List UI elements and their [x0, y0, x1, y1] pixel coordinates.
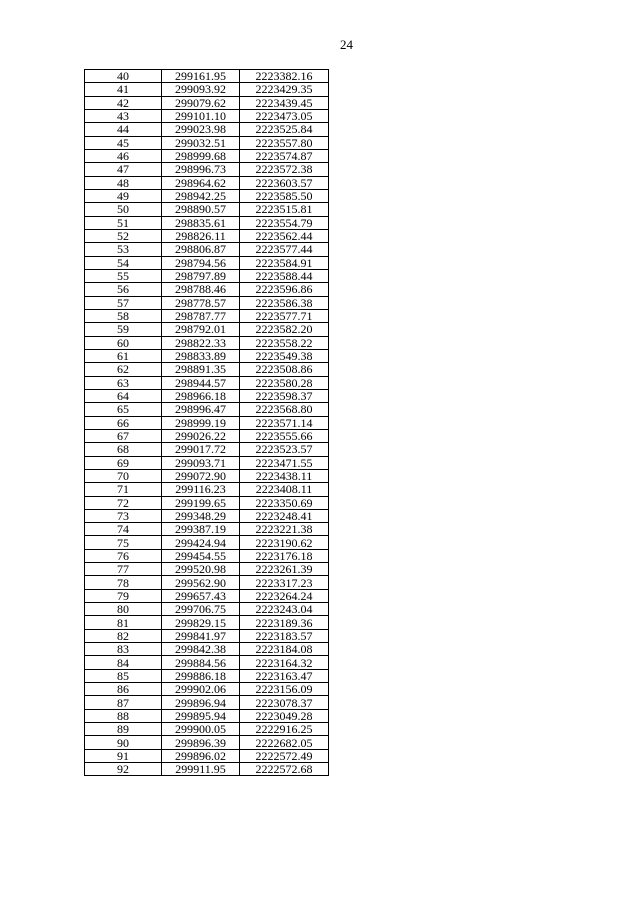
y-coordinate-cell: 2223523.57: [240, 443, 329, 456]
x-coordinate-cell: 299454.55: [162, 549, 240, 562]
table-row: [85, 643, 329, 656]
point-number-cell: 71: [85, 483, 162, 496]
point-number-cell: 74: [85, 523, 162, 536]
point-number-cell: 82: [85, 629, 162, 642]
table-row: [85, 216, 329, 229]
table-row: [85, 683, 329, 696]
y-coordinate-cell: 2223557.80: [240, 136, 329, 149]
x-coordinate-cell: 299093.71: [162, 456, 240, 469]
y-coordinate-cell: 2223189.36: [240, 616, 329, 629]
table-row: [85, 443, 329, 456]
y-coordinate-cell: 2223243.04: [240, 603, 329, 616]
x-coordinate-cell: 299199.65: [162, 496, 240, 509]
y-coordinate-cell: 2223439.45: [240, 96, 329, 109]
y-coordinate-cell: 2223156.09: [240, 683, 329, 696]
table-row: [85, 523, 329, 536]
y-coordinate-cell: 2223584.91: [240, 256, 329, 269]
y-coordinate-cell: 2223261.39: [240, 563, 329, 576]
y-coordinate-cell: 2223184.08: [240, 643, 329, 656]
point-number-cell: 72: [85, 496, 162, 509]
y-coordinate-cell: 2223408.11: [240, 483, 329, 496]
y-coordinate-cell: 2223183.57: [240, 629, 329, 642]
y-coordinate-cell: 2223585.50: [240, 189, 329, 202]
y-coordinate-cell: 2223558.22: [240, 336, 329, 349]
table-row: [85, 603, 329, 616]
point-number-cell: 89: [85, 723, 162, 736]
y-coordinate-cell: 2223582.20: [240, 323, 329, 336]
table-row: [85, 629, 329, 642]
table-row: [85, 283, 329, 296]
x-coordinate-cell: 298890.57: [162, 203, 240, 216]
y-coordinate-cell: 2223577.44: [240, 243, 329, 256]
point-number-cell: 85: [85, 669, 162, 682]
x-coordinate-cell: 299093.92: [162, 83, 240, 96]
point-number-cell: 55: [85, 269, 162, 282]
x-coordinate-cell: 298835.61: [162, 216, 240, 229]
coordinates-table: [84, 69, 329, 776]
y-coordinate-cell: 2223580.28: [240, 376, 329, 389]
y-coordinate-cell: 2223382.16: [240, 70, 329, 83]
x-coordinate-cell: 299348.29: [162, 509, 240, 522]
point-number-cell: 83: [85, 643, 162, 656]
table-row: [85, 403, 329, 416]
x-coordinate-cell: 298792.01: [162, 323, 240, 336]
y-coordinate-cell: 2223574.87: [240, 149, 329, 162]
table-row: [85, 656, 329, 669]
y-coordinate-cell: 2223562.44: [240, 229, 329, 242]
table-row: [85, 70, 329, 83]
table-row: [85, 563, 329, 576]
point-number-cell: 91: [85, 749, 162, 762]
x-coordinate-cell: 299657.43: [162, 589, 240, 602]
x-coordinate-cell: 299829.15: [162, 616, 240, 629]
point-number-cell: 40: [85, 70, 162, 83]
point-number-cell: 75: [85, 536, 162, 549]
x-coordinate-cell: 299072.90: [162, 469, 240, 482]
point-number-cell: 44: [85, 123, 162, 136]
point-number-cell: 57: [85, 296, 162, 309]
point-number-cell: 54: [85, 256, 162, 269]
x-coordinate-cell: 299023.98: [162, 123, 240, 136]
x-coordinate-cell: 298999.19: [162, 416, 240, 429]
x-coordinate-cell: 299101.10: [162, 109, 240, 122]
x-coordinate-cell: 299886.18: [162, 669, 240, 682]
y-coordinate-cell: 2223571.14: [240, 416, 329, 429]
point-number-cell: 73: [85, 509, 162, 522]
x-coordinate-cell: 299424.94: [162, 536, 240, 549]
table-row: [85, 256, 329, 269]
y-coordinate-cell: 2223350.69: [240, 496, 329, 509]
point-number-cell: 78: [85, 576, 162, 589]
point-number-cell: 50: [85, 203, 162, 216]
table-row: [85, 723, 329, 736]
x-coordinate-cell: 299026.22: [162, 429, 240, 442]
y-coordinate-cell: 2223473.05: [240, 109, 329, 122]
x-coordinate-cell: 299079.62: [162, 96, 240, 109]
x-coordinate-cell: 299116.23: [162, 483, 240, 496]
x-coordinate-cell: 298788.46: [162, 283, 240, 296]
x-coordinate-cell: 299841.97: [162, 629, 240, 642]
y-coordinate-cell: 2223554.79: [240, 216, 329, 229]
table-row: [85, 243, 329, 256]
table-row: [85, 589, 329, 602]
table-row: [85, 229, 329, 242]
table-row: [85, 376, 329, 389]
x-coordinate-cell: 299562.90: [162, 576, 240, 589]
point-number-cell: 67: [85, 429, 162, 442]
point-number-cell: 45: [85, 136, 162, 149]
point-number-cell: 64: [85, 389, 162, 402]
point-number-cell: 90: [85, 736, 162, 749]
table-row: [85, 96, 329, 109]
x-coordinate-cell: 299896.02: [162, 749, 240, 762]
point-number-cell: 77: [85, 563, 162, 576]
point-number-cell: 46: [85, 149, 162, 162]
table-row: [85, 309, 329, 322]
point-number-cell: 52: [85, 229, 162, 242]
x-coordinate-cell: 298806.87: [162, 243, 240, 256]
x-coordinate-cell: 299896.94: [162, 696, 240, 709]
y-coordinate-cell: 2223555.66: [240, 429, 329, 442]
table-row: [85, 576, 329, 589]
y-coordinate-cell: 2223568.80: [240, 403, 329, 416]
point-number-cell: 53: [85, 243, 162, 256]
y-coordinate-cell: 2222682.05: [240, 736, 329, 749]
table-row: [85, 389, 329, 402]
table-row: [85, 363, 329, 376]
x-coordinate-cell: 299896.39: [162, 736, 240, 749]
table-row: [85, 176, 329, 189]
y-coordinate-cell: 2223176.18: [240, 549, 329, 562]
y-coordinate-cell: 2223221.38: [240, 523, 329, 536]
table-row: [85, 336, 329, 349]
x-coordinate-cell: 298794.56: [162, 256, 240, 269]
x-coordinate-cell: 299900.05: [162, 723, 240, 736]
x-coordinate-cell: 298778.57: [162, 296, 240, 309]
x-coordinate-cell: 299706.75: [162, 603, 240, 616]
point-number-cell: 79: [85, 589, 162, 602]
x-coordinate-cell: 299895.94: [162, 709, 240, 722]
x-coordinate-cell: 299884.56: [162, 656, 240, 669]
point-number-cell: 70: [85, 469, 162, 482]
point-number-cell: 42: [85, 96, 162, 109]
y-coordinate-cell: 2223577.71: [240, 309, 329, 322]
table-row: [85, 696, 329, 709]
table-row: [85, 83, 329, 96]
x-coordinate-cell: 299902.06: [162, 683, 240, 696]
table-row: [85, 163, 329, 176]
x-coordinate-cell: 299911.95: [162, 763, 240, 776]
x-coordinate-cell: 298942.25: [162, 189, 240, 202]
point-number-cell: 68: [85, 443, 162, 456]
point-number-cell: 69: [85, 456, 162, 469]
y-coordinate-cell: 2223190.62: [240, 536, 329, 549]
y-coordinate-cell: 2223264.24: [240, 589, 329, 602]
y-coordinate-cell: 2223078.37: [240, 696, 329, 709]
y-coordinate-cell: 2223586.38: [240, 296, 329, 309]
point-number-cell: 61: [85, 349, 162, 362]
x-coordinate-cell: 298826.11: [162, 229, 240, 242]
y-coordinate-cell: 2223049.28: [240, 709, 329, 722]
point-number-cell: 66: [85, 416, 162, 429]
point-number-cell: 49: [85, 189, 162, 202]
y-coordinate-cell: 2222572.68: [240, 763, 329, 776]
point-number-cell: 41: [85, 83, 162, 96]
table-row: [85, 123, 329, 136]
x-coordinate-cell: 298944.57: [162, 376, 240, 389]
table-row: [85, 416, 329, 429]
x-coordinate-cell: 299520.98: [162, 563, 240, 576]
table-row: [85, 136, 329, 149]
point-number-cell: 86: [85, 683, 162, 696]
y-coordinate-cell: 2223317.23: [240, 576, 329, 589]
y-coordinate-cell: 2223603.57: [240, 176, 329, 189]
table-row: [85, 536, 329, 549]
table-row: [85, 456, 329, 469]
y-coordinate-cell: 2223525.84: [240, 123, 329, 136]
table-row: [85, 109, 329, 122]
coordinates-table-body: [85, 70, 329, 776]
x-coordinate-cell: 298996.73: [162, 163, 240, 176]
x-coordinate-cell: 298964.62: [162, 176, 240, 189]
point-number-cell: 81: [85, 616, 162, 629]
point-number-cell: 60: [85, 336, 162, 349]
x-coordinate-cell: 298822.33: [162, 336, 240, 349]
table-row: [85, 749, 329, 762]
x-coordinate-cell: 298996.47: [162, 403, 240, 416]
table-row: [85, 149, 329, 162]
table-row: [85, 429, 329, 442]
table-row: [85, 296, 329, 309]
y-coordinate-cell: 2223572.38: [240, 163, 329, 176]
table-row: [85, 349, 329, 362]
point-number-cell: 48: [85, 176, 162, 189]
table-row: [85, 669, 329, 682]
x-coordinate-cell: 298999.68: [162, 149, 240, 162]
table-row: [85, 709, 329, 722]
point-number-cell: 76: [85, 549, 162, 562]
x-coordinate-cell: 299017.72: [162, 443, 240, 456]
table-row: [85, 323, 329, 336]
point-number-cell: 59: [85, 323, 162, 336]
y-coordinate-cell: 2223163.47: [240, 669, 329, 682]
table-row: [85, 509, 329, 522]
table-row: [85, 483, 329, 496]
page-number: 24: [340, 37, 353, 52]
y-coordinate-cell: 2223164.32: [240, 656, 329, 669]
point-number-cell: 80: [85, 603, 162, 616]
y-coordinate-cell: 2223588.44: [240, 269, 329, 282]
x-coordinate-cell: 298797.89: [162, 269, 240, 282]
y-coordinate-cell: 2223248.41: [240, 509, 329, 522]
table-row: [85, 189, 329, 202]
y-coordinate-cell: 2223438.11: [240, 469, 329, 482]
x-coordinate-cell: 298966.18: [162, 389, 240, 402]
table-row: [85, 203, 329, 216]
y-coordinate-cell: 2223596.86: [240, 283, 329, 296]
x-coordinate-cell: 298833.89: [162, 349, 240, 362]
table-row: [85, 736, 329, 749]
table-row: [85, 549, 329, 562]
x-coordinate-cell: 298787.77: [162, 309, 240, 322]
y-coordinate-cell: 2223549.38: [240, 349, 329, 362]
point-number-cell: 62: [85, 363, 162, 376]
table-row: [85, 496, 329, 509]
table-row: [85, 616, 329, 629]
point-number-cell: 58: [85, 309, 162, 322]
table-row: [85, 269, 329, 282]
point-number-cell: 51: [85, 216, 162, 229]
y-coordinate-cell: 2223429.35: [240, 83, 329, 96]
x-coordinate-cell: 299032.51: [162, 136, 240, 149]
x-coordinate-cell: 298891.35: [162, 363, 240, 376]
point-number-cell: 92: [85, 763, 162, 776]
y-coordinate-cell: 2223508.86: [240, 363, 329, 376]
point-number-cell: 65: [85, 403, 162, 416]
point-number-cell: 43: [85, 109, 162, 122]
y-coordinate-cell: 2223515.81: [240, 203, 329, 216]
y-coordinate-cell: 2222916.25: [240, 723, 329, 736]
point-number-cell: 47: [85, 163, 162, 176]
y-coordinate-cell: 2222572.49: [240, 749, 329, 762]
point-number-cell: 87: [85, 696, 162, 709]
point-number-cell: 56: [85, 283, 162, 296]
x-coordinate-cell: 299842.38: [162, 643, 240, 656]
x-coordinate-cell: 299161.95: [162, 70, 240, 83]
table-row: [85, 469, 329, 482]
point-number-cell: 84: [85, 656, 162, 669]
x-coordinate-cell: 299387.19: [162, 523, 240, 536]
point-number-cell: 88: [85, 709, 162, 722]
y-coordinate-cell: 2223598.37: [240, 389, 329, 402]
y-coordinate-cell: 2223471.55: [240, 456, 329, 469]
point-number-cell: 63: [85, 376, 162, 389]
table-row: [85, 763, 329, 776]
